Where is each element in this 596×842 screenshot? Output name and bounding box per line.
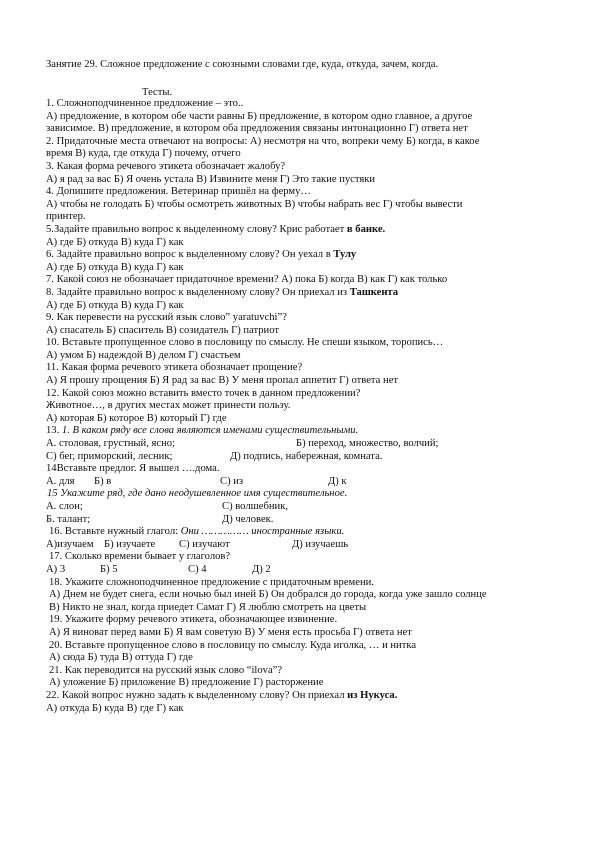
answer-options: А) где Б) откуда В) куда Г) как — [46, 261, 184, 273]
option-d: Д) к — [328, 475, 347, 487]
option-c: С) волшебник, — [222, 501, 288, 512]
question-6 — [46, 249, 568, 262]
question-5 — [46, 224, 568, 237]
option-a: А. слон; — [46, 501, 83, 512]
question-sentence: Животное…, в других местах может принести пользу. — [46, 400, 291, 412]
question-number: 13. — [46, 425, 62, 437]
question-4: 4. Допишите предложения. Ветеринар пришёл на ферму… — [46, 186, 312, 198]
answer-options: А) сюда Б) туда В) оттуда Г) где — [49, 652, 193, 664]
option-a: А. для — [46, 475, 75, 487]
question-text: 16. Вставьте нужный глагол: — [49, 526, 181, 538]
option-d: Д) изучаешь — [292, 538, 349, 550]
answer-options — [46, 514, 568, 527]
option-b: Б. талант; — [46, 513, 91, 525]
option-d: Д) подпись, набережная, комната. — [230, 450, 383, 462]
question-9: 9. Как перевести на русский язык слово” yaratuvchi”? — [46, 312, 287, 324]
option-c: С) бег, приморский, лесник; — [46, 450, 173, 462]
answer-options — [46, 539, 568, 552]
answer-options — [46, 564, 568, 577]
answer-options: А) я рад за вас Б) Я очень устала В) Извините меня Г) Это такие пустяки — [46, 173, 376, 185]
answer-options: А) предложение, в котором обе части равны Б) предложение, в котором одно главное, а другое — [46, 110, 473, 122]
option-b: Б) изучаете — [104, 538, 156, 550]
tests-heading: Тесты. — [142, 87, 173, 98]
answer-options: зависимое. В) предложение, в котором оба предложения связаны интонационно Г) ответа нет — [46, 123, 468, 135]
option-d: Д) 2 — [252, 563, 271, 575]
lesson-title: Занятие 29. Сложное предложение с союзными словами где, куда, откуда, зачем, когда. — [46, 59, 439, 70]
highlighted-word: из Нукуса. — [347, 689, 398, 701]
answer-options: А) где Б) откуда В) куда Г) как — [46, 236, 184, 248]
answer-options: А) уложение Б) приложение В) предложение Г) расторжение — [49, 677, 324, 689]
option-c: С) изучают — [179, 538, 230, 550]
answer-options: А) которая Б) которое В) который Г) где — [46, 412, 227, 424]
option-b: Б) переход, множество, волчий; — [296, 438, 439, 450]
test-questions — [46, 98, 568, 715]
answer-options: А) где Б) откуда В) куда Г) как — [46, 299, 184, 311]
answer-options: А) умом Б) надеждой В) делом Г) счастьем — [46, 349, 241, 361]
option-a: А. столовая, грустный, ясно; — [46, 438, 175, 450]
answer-options: время В) куда, где откуда Г) почему, отчего — [46, 148, 241, 160]
question-22 — [46, 690, 568, 703]
option-c: С) из — [220, 475, 244, 487]
question-text: 5.Задайте правильно вопрос к выделенному слову? Крис работает — [46, 223, 347, 235]
answer-options — [46, 501, 568, 514]
question-19: 19. Укажите форму речевого этикета, обозначающее извинение. — [49, 614, 338, 626]
answer-options: В) Никто не знал, когда приедет Самат Г) Я люблю смотреть на цветы — [49, 601, 367, 613]
question-text: 8. Задайте правильно вопрос к выделенному слову? Он приехал из — [46, 286, 350, 298]
highlighted-word: Тулу — [333, 249, 357, 261]
answer-options: А) Днем не будет снега, если ночью был иней Б) Он добрался до города, когда уже зашло солнце — [49, 589, 487, 601]
question-8 — [46, 287, 568, 300]
option-c: С) 4 — [188, 563, 207, 575]
question-21: 21. Как переводится на русский язык слово “ilova”? — [49, 664, 283, 676]
option-a: А) 3 — [46, 563, 66, 575]
answer-options — [46, 438, 568, 451]
question-15: 15 Укажите ряд, где дано неодушевленное имя существительное. — [47, 488, 348, 500]
answer-options — [46, 451, 568, 464]
answer-options — [46, 476, 568, 489]
highlighted-word: в банке. — [346, 223, 386, 235]
question-18: 18. Укажите сложноподчиненное предложение с придаточным времени. — [49, 576, 374, 588]
option-a: А)изучаем — [46, 538, 94, 550]
answer-options: А) чтобы не голодать Б) чтобы осмотреть животных В) чтобы набрать вес Г) чтобы вывести — [46, 198, 463, 210]
question-3: 3. Какая форма речевого этикета обозначает жалобу? — [46, 160, 286, 172]
answer-options: принтер. — [46, 211, 86, 223]
question-text: 1. В каком ряду все слова являются именами существительными. — [61, 425, 359, 437]
question-20: 20. Вставьте пропущенное слово в пословицу по смыслу. Куда иголка, … и нитка — [49, 639, 417, 651]
question-14: 14Вставьте предлог. Я вышел ….дома. — [46, 463, 220, 475]
question-7: 7. Какой союз не обозначает придаточное времени? А) пока Б) когда В) как Г) как только — [46, 274, 448, 286]
question-1: 1. Сложноподчиненное предложение – это.. — [46, 98, 244, 109]
question-2: 2. Придаточные места отвечают на вопросы: А) несмотря на что, вопреки чему Б) когда, в какое — [46, 135, 480, 147]
answer-options: А) спасатель Б) спаситель В) созидатель Г) патриот — [46, 324, 279, 336]
answer-options: А) откуда Б) куда В) где Г) как — [46, 702, 184, 714]
answer-options: А) Я виноват перед вами Б) Я вам советую В) У меня есть просьба Г) ответа нет — [49, 626, 412, 638]
option-d: Д) человек. — [222, 513, 274, 525]
question-16 — [46, 526, 568, 539]
highlighted-word: Ташкента — [349, 286, 399, 298]
question-11: 11. Какая форма речевого этикета обозначает прощение? — [46, 362, 303, 374]
question-10: 10. Вставьте пропущенное слово в пословицу по смыслу. Не спеши языком, торопись… — [46, 337, 444, 349]
question-12: 12. Какой союз можно вставить вместо точек в данном предложении? — [46, 387, 361, 399]
answer-options: А) Я прошу прощения Б) Я рад за вас В) У меня пропал аппетит Г) ответа нет — [46, 375, 399, 387]
question-sentence: Они …………… иностранные языки. — [180, 526, 345, 538]
question-text: 6. Задайте правильно вопрос к выделенному слову? Он уехал в — [46, 249, 334, 261]
option-b: Б) 5 — [100, 563, 118, 575]
question-text: 22. Какой вопрос нужно задать к выделенному слову? Он приехал — [46, 689, 348, 701]
question-13 — [46, 425, 568, 438]
option-b: Б) в — [94, 475, 112, 487]
question-17: 17. Сколько времени бывает у глаголов? — [49, 551, 231, 563]
